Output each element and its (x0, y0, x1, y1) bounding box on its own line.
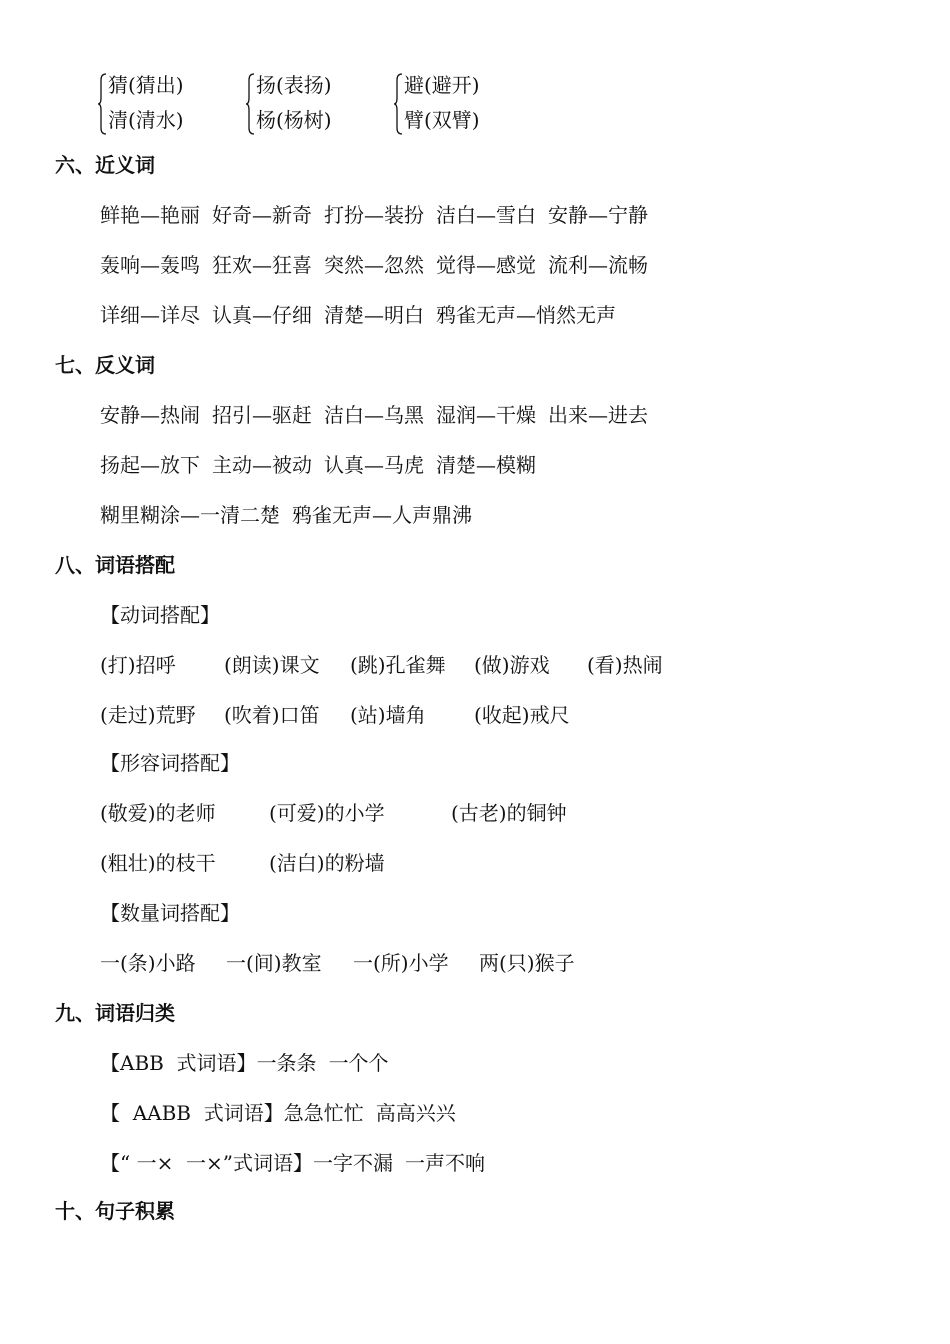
verb-collocation-line (100, 702, 570, 728)
word-pair: 清楚—明白 (324, 303, 424, 327)
phrase: (走过)荒野 (100, 703, 196, 727)
phrase: (可爱)的小学 (269, 801, 385, 825)
left-brace-icon (98, 72, 108, 136)
word-pair: 洁白—乌黑 (324, 403, 424, 427)
word-pair: 打扮—装扮 (324, 203, 424, 227)
bracket-word: 猜(猜出) (108, 73, 184, 97)
word-pair: 觉得—感觉 (436, 253, 536, 277)
category-item: 高高兴兴 (375, 1101, 456, 1125)
word-pair: 好奇—新奇 (212, 203, 312, 227)
word-pair: 洁白—雪白 (436, 203, 536, 227)
category-item: 一字不漏 (313, 1151, 394, 1175)
category-label: 【“ 一× 一×”式词语】 (100, 1151, 314, 1175)
word-pair: 湿润—干燥 (436, 403, 536, 427)
phrase: (收起)戒尺 (474, 703, 570, 727)
verb-collocation-label: 【动词搭配】 (100, 603, 220, 627)
word-pair: 糊里糊涂—一清二楚 (100, 503, 280, 527)
phrase: (朗读)课文 (224, 653, 320, 677)
synonym-line (100, 302, 628, 328)
word-pair: 轰响—轰鸣 (100, 253, 200, 277)
measure-collocation-label: 【数量词搭配】 (100, 901, 240, 925)
synonym-line (100, 202, 660, 228)
antonym-line (100, 452, 548, 478)
section-heading-sentences: 十、句子积累 (55, 1199, 175, 1223)
word-pair: 扬起—放下 (100, 453, 200, 477)
word-pair: 主动—被动 (212, 453, 312, 477)
category-item: 一声不响 (405, 1151, 486, 1175)
phrase: (看)热闹 (587, 653, 663, 677)
left-brace-icon (394, 72, 404, 136)
word-pair: 招引—驱赶 (212, 403, 312, 427)
bracket-word: 扬(表扬) (256, 73, 332, 97)
phrase: 一(条)小路 (100, 951, 196, 975)
phrase: (敬爱)的老师 (100, 801, 216, 825)
phrase: (跳)孔雀舞 (350, 653, 446, 677)
left-brace-icon (246, 72, 256, 136)
phrase: (吹着)口笛 (224, 703, 320, 727)
word-pair: 清楚—模糊 (436, 453, 536, 477)
word-pair: 鸦雀无声—悄然无声 (436, 303, 616, 327)
word-pair: 认真—马虎 (324, 453, 424, 477)
word-pair: 出来—进去 (548, 403, 648, 427)
phrase: 一(所)小学 (353, 951, 449, 975)
antonym-line (100, 402, 660, 428)
category-item: 一条条 (256, 1051, 317, 1075)
adjective-collocation-line (100, 850, 385, 876)
bracket-word: 避(避开) (404, 73, 480, 97)
word-pair: 鸦雀无声—人声鼎沸 (292, 503, 472, 527)
phrase: (站)墙角 (350, 703, 426, 727)
word-pair: 详细—详尽 (100, 303, 200, 327)
word-pair: 安静—热闹 (100, 403, 200, 427)
section-heading-antonyms: 七、反义词 (55, 353, 155, 377)
classification-line (100, 1150, 497, 1176)
phrase: (打)招呼 (100, 653, 176, 677)
category-item: 一个个 (328, 1051, 389, 1075)
verb-collocation-line (100, 652, 663, 678)
word-pair: 突然—忽然 (324, 253, 424, 277)
phrase: 两(只)猴子 (479, 951, 575, 975)
phrase: (古老)的铜钟 (451, 801, 567, 825)
section-heading-collocation: 八、词语搭配 (55, 553, 175, 577)
synonym-line (100, 252, 660, 278)
phrase: 一(间)教室 (226, 951, 322, 975)
classification-line (100, 1100, 468, 1126)
classification-line (100, 1050, 401, 1076)
bracket-word: 清(清水) (108, 108, 184, 132)
word-pair: 流利—流畅 (548, 253, 648, 277)
phrase: (做)游戏 (474, 653, 550, 677)
word-pair: 安静—宁静 (548, 203, 648, 227)
adjective-collocation-line (100, 800, 567, 826)
phrase: (粗壮)的枝干 (100, 851, 216, 875)
section-heading-synonyms: 六、近义词 (55, 153, 155, 177)
category-label: 【ABB 式词语】 (100, 1051, 257, 1075)
bracket-word: 臂(双臂) (404, 108, 480, 132)
phrase: (洁白)的粉墙 (269, 851, 385, 875)
word-pair: 认真—仔细 (212, 303, 312, 327)
bracket-word: 杨(杨树) (256, 108, 332, 132)
word-pair: 狂欢—狂喜 (212, 253, 312, 277)
adjective-collocation-label: 【形容词搭配】 (100, 751, 240, 775)
word-pair: 鲜艳—艳丽 (100, 203, 200, 227)
antonym-line (100, 502, 484, 528)
section-heading-classification: 九、词语归类 (55, 1001, 175, 1025)
measure-collocation-line (100, 950, 575, 976)
category-label: 【 AABB 式词语】 (100, 1101, 284, 1125)
category-item: 急急忙忙 (283, 1101, 364, 1125)
